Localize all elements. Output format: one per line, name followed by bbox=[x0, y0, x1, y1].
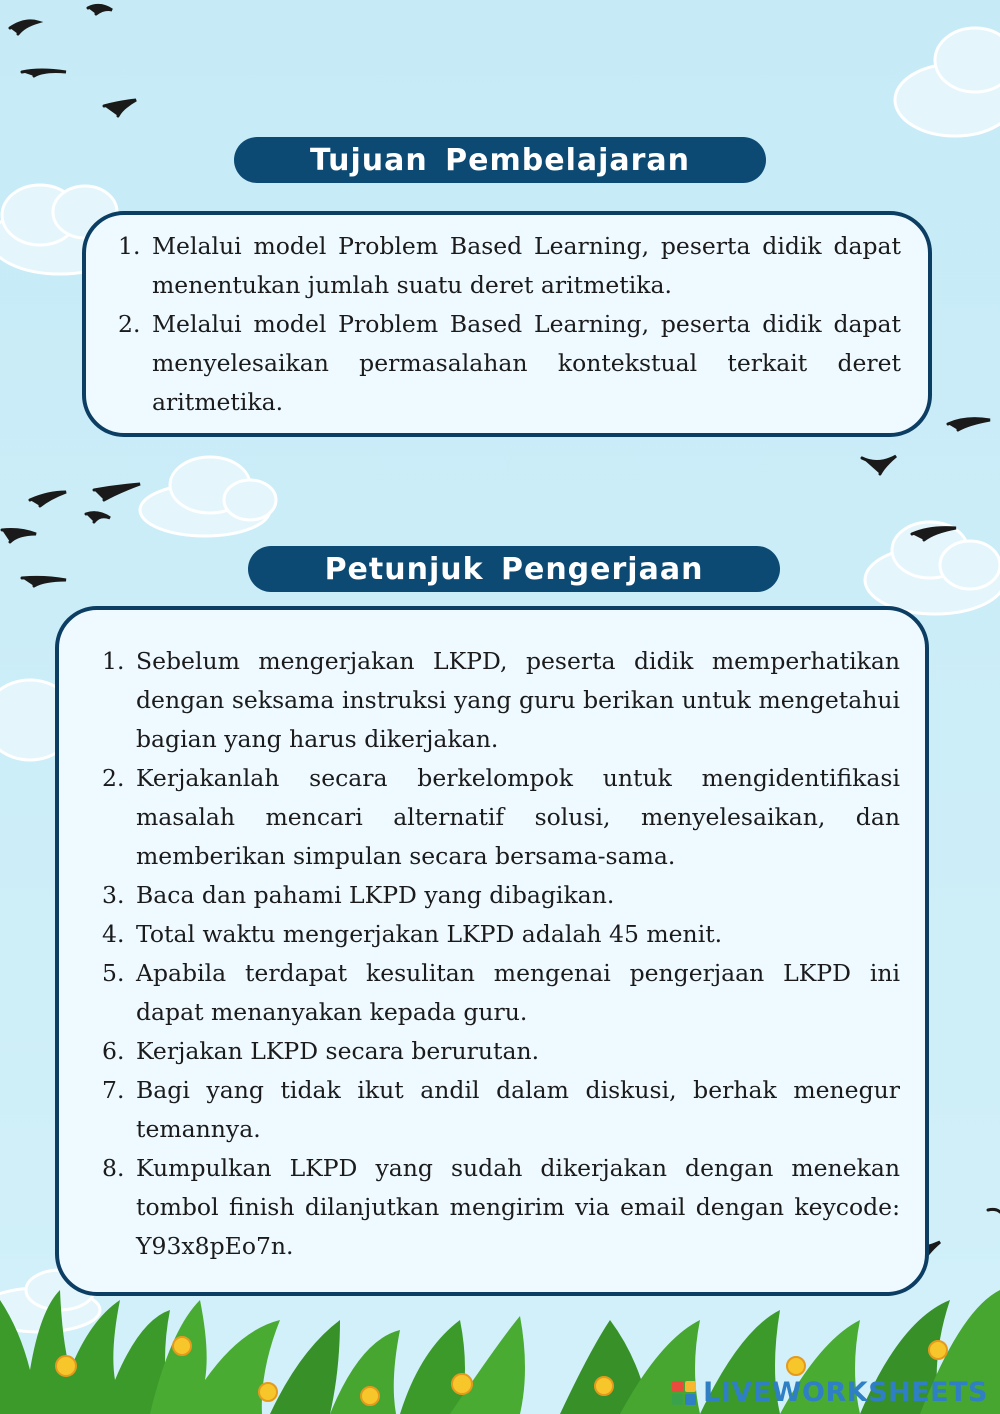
item-number: 6. bbox=[102, 1037, 125, 1065]
bird-icon bbox=[94, 484, 140, 500]
list-item bbox=[102, 876, 900, 915]
list-item bbox=[102, 915, 900, 954]
flower-icon bbox=[452, 1374, 472, 1394]
item-text: Kerjakan LKPD secara berurutan. bbox=[136, 1037, 540, 1065]
flower-icon bbox=[787, 1357, 805, 1375]
flower-icon bbox=[361, 1387, 379, 1405]
list-item bbox=[102, 1149, 900, 1266]
item-text: Melalui model Problem Based Learning, peserta didik dapat menyelesaikan permasalahan kontekstual terkait deret aritmetika. bbox=[152, 310, 901, 416]
item-number: 4. bbox=[102, 920, 125, 948]
list-item bbox=[102, 759, 900, 876]
liveworksheets-watermark[interactable] bbox=[671, 1377, 988, 1408]
bird-icon bbox=[104, 100, 136, 116]
flower-icon bbox=[929, 1341, 947, 1359]
list-item bbox=[102, 954, 900, 1032]
bird-icon bbox=[22, 70, 66, 76]
tujuan-title: Tujuan Pembelajaran bbox=[234, 137, 766, 183]
item-text: Kerjakanlah secara berkelompok untuk mengidentifikasi masalah mencari alternatif solusi, menyelesaikan, dan memberikan simpulan secara bersama-sama. bbox=[136, 764, 900, 870]
tujuan-panel bbox=[82, 211, 932, 437]
list-item bbox=[118, 305, 901, 422]
petunjuk-panel bbox=[55, 606, 929, 1296]
bird-icon bbox=[88, 5, 112, 14]
bird-icon bbox=[948, 419, 990, 430]
item-number: 1. bbox=[102, 647, 125, 675]
petunjuk-title: Petunjuk Pengerjaan bbox=[248, 546, 780, 592]
list-item bbox=[118, 227, 901, 305]
item-text: Melalui model Problem Based Learning, peserta didik dapat menentukan jumlah suatu deret aritmetika. bbox=[152, 232, 901, 299]
flower-icon bbox=[56, 1356, 76, 1376]
bird-icon bbox=[86, 513, 110, 522]
item-number: 5. bbox=[102, 959, 125, 987]
item-text: Sebelum mengerjakan LKPD, peserta didik memperhatikan dengan seksama instruksi yang guru berikan untuk mengetahui bagian yang harus dikerjakan. bbox=[136, 647, 900, 753]
item-text: Kumpulkan LKPD yang sudah dikerjakan dengan menekan tombol finish dilanjutkan mengirim via email dengan keycode: Y93x8pEo7n. bbox=[136, 1154, 900, 1260]
flower-icon bbox=[173, 1337, 191, 1355]
flower-icon bbox=[595, 1377, 613, 1395]
petunjuk-list bbox=[102, 642, 900, 1266]
item-number: 2. bbox=[102, 764, 125, 792]
bird-icon bbox=[10, 21, 38, 34]
list-item bbox=[102, 1071, 900, 1149]
bird-icon bbox=[988, 1209, 1000, 1212]
item-text: Bagi yang tidak ikut andil dalam diskusi, berhak menegur temannya. bbox=[136, 1076, 900, 1143]
item-text: Apabila terdapat kesulitan mengenai pengerjaan LKPD ini dapat menanyakan kepada guru. bbox=[136, 959, 900, 1026]
bird-icon bbox=[862, 456, 896, 474]
cloud-icon bbox=[140, 457, 276, 536]
bird-icon bbox=[30, 492, 66, 506]
item-number: 2. bbox=[118, 310, 141, 338]
list-item bbox=[102, 1032, 900, 1071]
liveworksheets-logo-icon bbox=[671, 1380, 697, 1406]
item-number: 1. bbox=[118, 232, 141, 260]
item-number: 7. bbox=[102, 1076, 125, 1104]
bird-icon bbox=[2, 530, 36, 543]
item-number: 3. bbox=[102, 881, 125, 909]
list-item bbox=[102, 642, 900, 759]
watermark-text: LIVEWORKSHEETS bbox=[703, 1377, 988, 1408]
flower-icon bbox=[259, 1383, 277, 1401]
item-text: Baca dan pahami LKPD yang dibagikan. bbox=[136, 881, 615, 909]
bird-icon bbox=[22, 577, 66, 586]
item-number: 8. bbox=[102, 1154, 125, 1182]
item-text: Total waktu mengerjakan LKPD adalah 45 menit. bbox=[136, 920, 723, 948]
cloud-icon bbox=[895, 28, 1000, 136]
tujuan-list bbox=[118, 227, 901, 422]
